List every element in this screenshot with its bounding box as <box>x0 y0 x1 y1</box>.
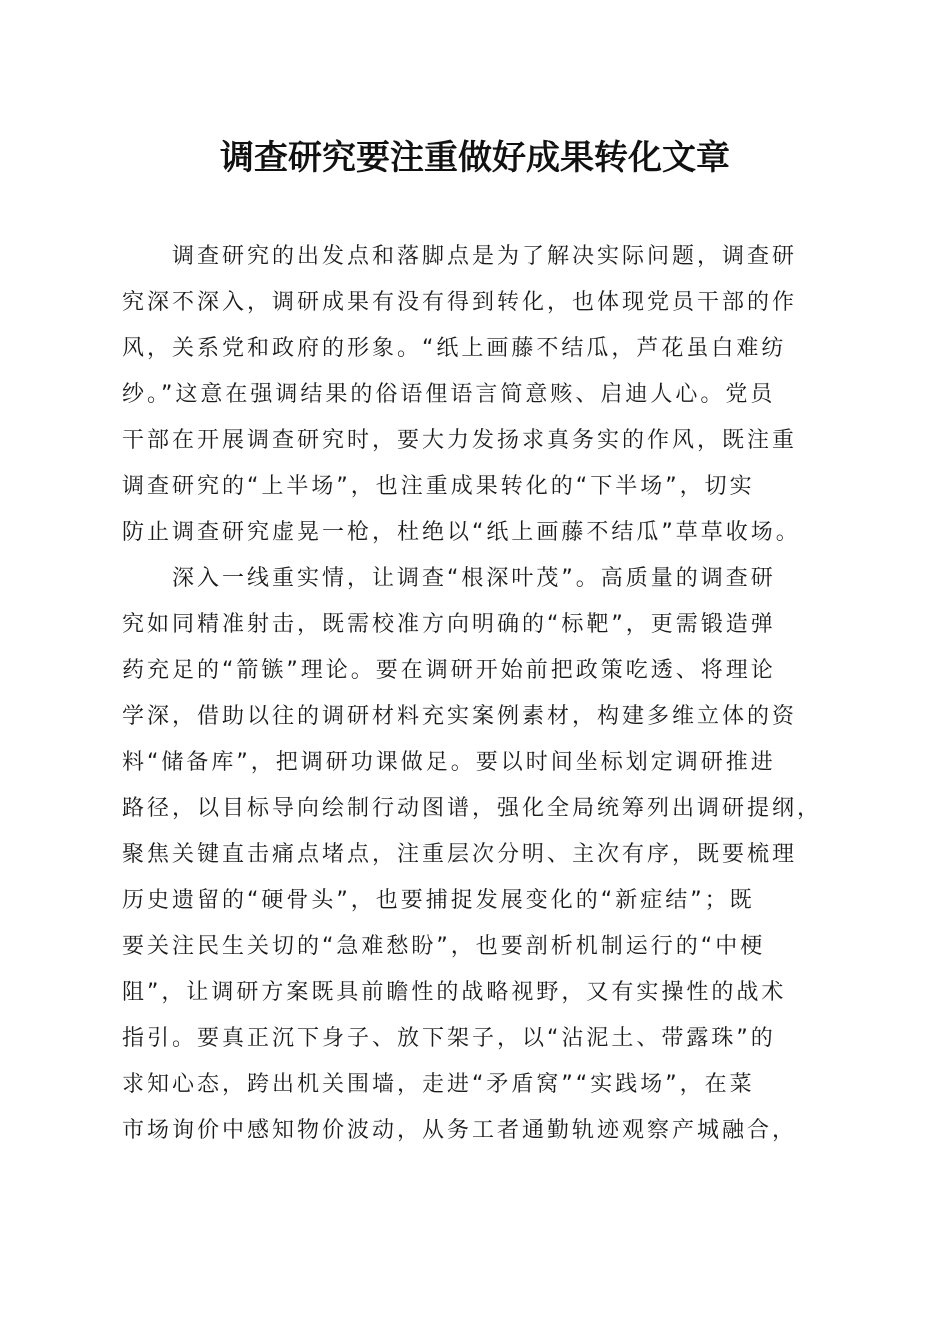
paragraph-line: 干部在开展调查研究时，要大力发扬求真务实的作风，既注重 <box>122 428 798 453</box>
paragraph-line: 聚焦关键直击痛点堵点，注重层次分明、主次有序，既要梳理 <box>122 842 798 867</box>
paragraph-line: 学深，借助以往的调研材料充实案例素材，构建多维立体的资 <box>122 704 798 729</box>
paragraph-line: 防止调查研究虚晃一枪，杜绝以“纸上画藤不结瓜”草草收场。 <box>122 520 801 545</box>
paragraph-line: 市场询价中感知物价波动，从务工者通勤轨迹观察产城融合， <box>122 1118 798 1143</box>
paragraph-line: 要关注民生关切的“急难愁盼”，也要剖析机制运行的“中梗 <box>122 934 766 959</box>
paragraph-line: 路径，以目标导向绘制行动图谱，强化全局统筹列出调研提纲， <box>122 796 823 821</box>
paragraph-line: 求知心态，跨出机关围墙，走进“矛盾窝”“实践场”，在菜 <box>122 1072 755 1097</box>
paragraph-line: 历史遗留的“硬骨头”，也要捕捉发展变化的“新症结”；既 <box>122 888 755 913</box>
paragraph-2 <box>122 556 830 1154</box>
paragraph-line: 阻”，让调研方案既具前瞻性的战略视野，又有实操性的战术 <box>122 980 787 1005</box>
paragraph-line: 调查研究的出发点和落脚点是为了解决实际问题，调查研 <box>172 244 798 269</box>
document-title: 调查研究要注重做好成果转化文章 <box>220 138 730 178</box>
paragraph-line: 究深不深入，调研成果有没有得到转化，也体现党员干部的作 <box>122 290 798 315</box>
paragraph-line: 风，关系党和政府的形象。“纸上画藤不结瓜，芦花虽白难纺 <box>122 336 787 361</box>
paragraph-1 <box>122 234 830 556</box>
paragraph-line: 纱。”这意在强调结果的俗语俚语言简意赅、启迪人心。党员 <box>122 382 776 407</box>
paragraph-line: 深入一线重实情，让调查“根深叶茂”。高质量的调查研 <box>172 566 776 591</box>
paragraph-line: 指引。要真正沉下身子、放下架子，以“沾泥土、带露珠”的 <box>122 1026 776 1051</box>
paragraph-line: 药充足的“箭镞”理论。要在调研开始前把政策吃透、将理论 <box>122 658 776 683</box>
document-body <box>122 234 830 1154</box>
paragraph-line: 料“储备库”，把调研功课做足。要以时间坐标划定调研推进 <box>122 750 776 775</box>
paragraph-line: 调查研究的“上半场”，也注重成果转化的“下半场”，切实 <box>122 474 755 499</box>
paragraph-line: 究如同精准射击，既需校准方向明确的“标靶”，更需锻造弹 <box>122 612 776 637</box>
